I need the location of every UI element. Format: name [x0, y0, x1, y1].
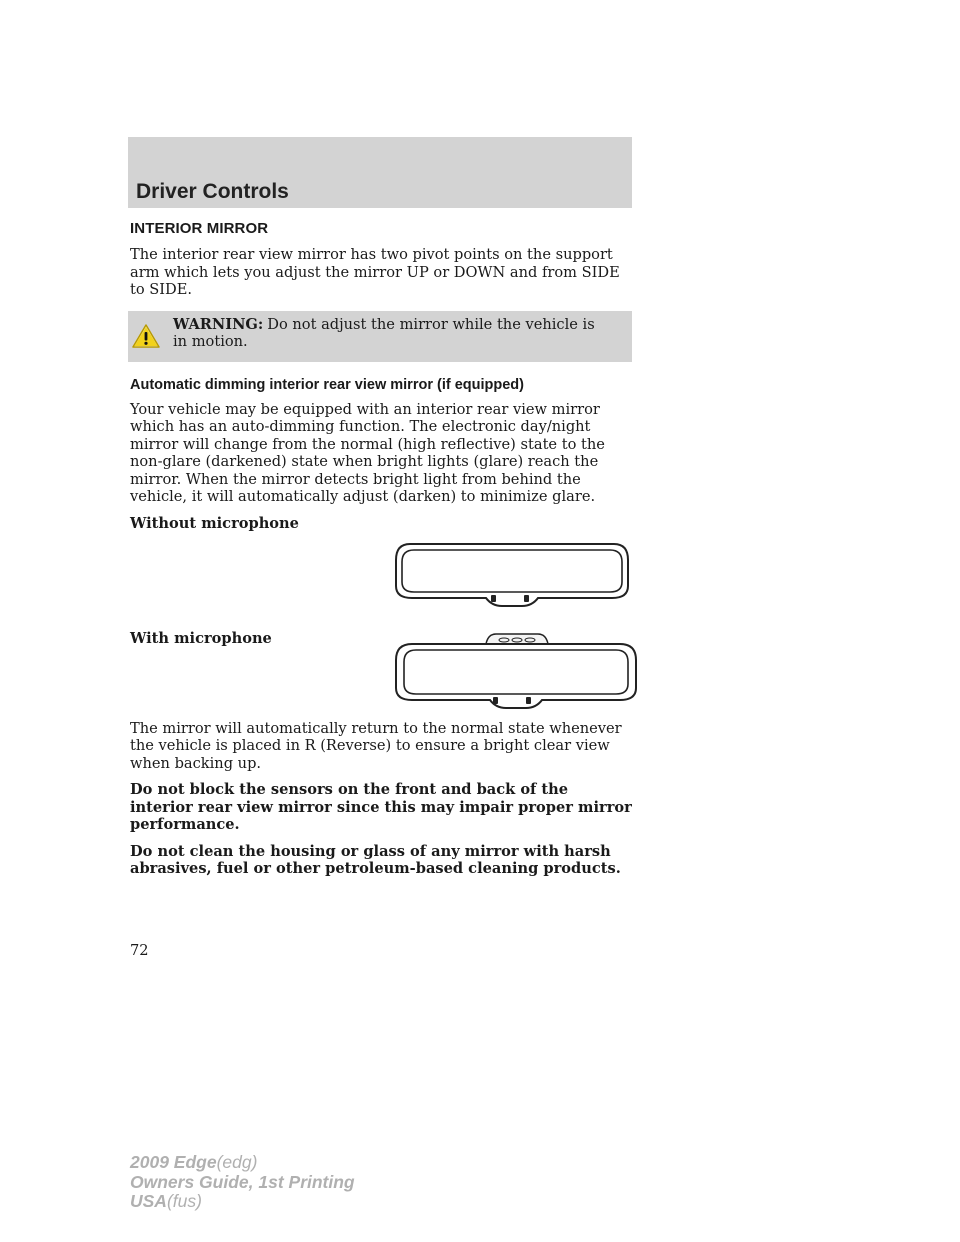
section-header — [128, 137, 632, 208]
auto-dimming-paragraph: Your vehicle may be equipped with an interior rear view mirror which has an auto-dimming function. The electronic day/night mirror will change from the normal (high reflective) state to the non-glare (darkened) state when bright lights (glare) reach the mirror. When the mirror detects bright light from behind the vehicle, it will automatically adjust (darken) to minimize glare. — [130, 400, 605, 505]
mirror-with-microphone-image — [392, 622, 640, 712]
intro-paragraph: The interior rear view mirror has two pivot points on the support arm which lets you adjust the mirror UP or DOWN and from SIDE to SIDE. — [130, 246, 620, 298]
cleaning-caution-paragraph: Do not clean the housing or glass of any mirror with harsh abrasives, fuel or other petroleum-based cleaning products. — [130, 842, 621, 877]
reverse-paragraph: The mirror will automatically return to the normal state whenever the vehicle is placed in R (Reverse) to ensure a bright clear view when backing up. — [130, 719, 622, 772]
mirror-without-microphone-image — [392, 540, 632, 608]
warning-label: WARNING: — [173, 315, 264, 333]
page-content — [130, 220, 635, 887]
warning-message: Do not adjust the mirror while the vehicle is in motion. — [173, 315, 595, 350]
footer-market: USA — [130, 1191, 167, 1211]
footer-line-3 — [130, 1192, 355, 1212]
footer-market-code: (fus) — [166, 1191, 202, 1211]
figure-with-microphone — [130, 630, 635, 720]
figure-label-without-microphone: Without microphone — [130, 514, 299, 532]
footer-model-code: (edg) — [216, 1152, 258, 1172]
sensor-caution-paragraph: Do not block the sensors on the front and back of the interior rear view mirror since this may impair proper mirror performance. — [130, 781, 632, 833]
section-heading: INTERIOR MIRROR — [130, 220, 269, 237]
warning-triangle-icon — [131, 323, 161, 349]
page-number: 72 — [130, 942, 149, 959]
subheading-auto-dimming: Automatic dimming interior rear view mirror (if equipped) — [130, 376, 524, 393]
footer-print-info — [130, 1153, 355, 1212]
section-title: Driver Controls — [136, 180, 289, 203]
footer-line-2: Owners Guide, 1st Printing — [130, 1171, 355, 1192]
figure-label-with-microphone: With microphone — [130, 629, 272, 647]
warning-box — [128, 311, 632, 362]
figure-without-microphone — [130, 515, 635, 630]
footer-line-1 — [130, 1153, 355, 1173]
warning-text — [173, 316, 613, 351]
footer-model: 2009 Edge — [130, 1152, 217, 1172]
